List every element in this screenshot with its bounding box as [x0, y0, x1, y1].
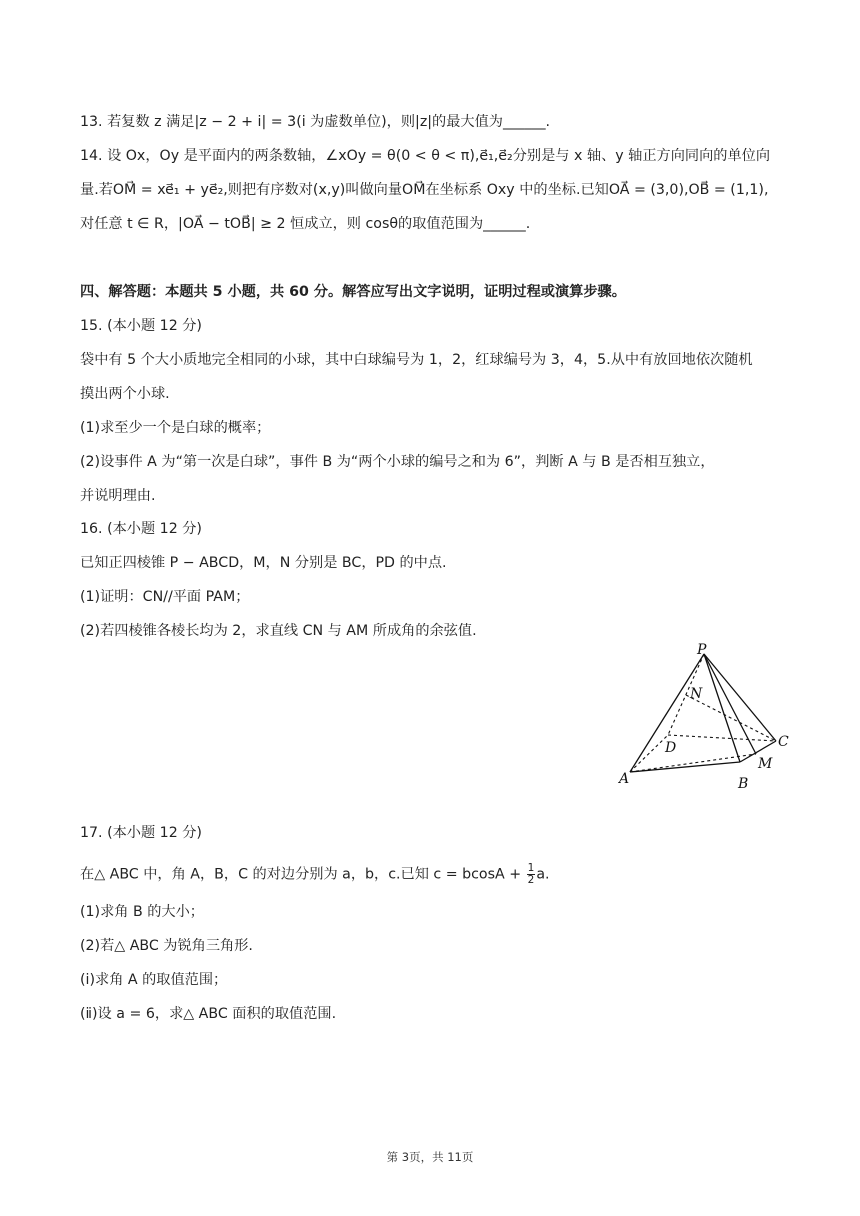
edge-AB — [630, 762, 740, 772]
label-B: B — [738, 776, 749, 792]
edge-DC — [668, 735, 776, 741]
segment-AM — [630, 754, 756, 772]
edge-PC — [704, 654, 776, 741]
question-17-part-2-ii: (ⅱ)设 a = 6，求△ ABC 面积的取值范围. — [80, 1006, 337, 1022]
question-17-heading: 17. (本小题 12 分) — [80, 825, 202, 841]
question-15-heading: 15. (本小题 12 分) — [80, 318, 202, 334]
question-17-text: 在△ ABC 中，角 A，B，C 的对边分别为 a，b，c.已知 c = bcosA + — [80, 866, 526, 883]
question-16-part-1: (1)证明：CN//平面 PAM； — [80, 589, 250, 605]
question-17-part-1: (1)求角 B 的大小； — [80, 904, 204, 920]
question-14-line-1: 14. 设 Ox，Oy 是平面内的两条数轴，∠xOy = θ(0 < θ < π),e⃗₁,e⃗₂分别是与 x 轴、y 轴正方向同向的单位向 — [80, 148, 771, 164]
question-17-line-1 — [80, 863, 550, 886]
question-16-part-2: (2)若四棱锥各棱长均为 2，求直线 CN 与 AM 所成角的余弦值. — [80, 623, 477, 639]
label-P: P — [697, 642, 707, 658]
fraction-numerator: 1 — [527, 862, 535, 874]
question-16-line-1: 已知正四棱锥 P − ABCD，M，N 分别是 BC，PD 的中点. — [80, 555, 447, 571]
section-4-heading: 四、解答题：本题共 5 小题，共 60 分。解答应写出文字说明，证明过程或演算步骤。 — [80, 284, 626, 300]
fraction-denominator: 2 — [527, 874, 535, 886]
question-15-line-1: 袋中有 5 个大小质地完全相同的小球，其中白球编号为 1，2，红球编号为 3，4，5.从中有放回地依次随机 — [80, 352, 753, 368]
question-17-part-2-i: (ⅰ)求角 A 的取值范围； — [80, 972, 228, 988]
question-14-line-2: 量.若OM⃗ = xe⃗₁ + ye⃗₂,则把有序数对(x,y)叫做向量OM⃗在坐标系 Oxy 中的坐标.已知OA⃗ = (3,0),OB⃗ = (1,1), — [80, 182, 769, 198]
question-15-part-2-cont: 并说明理由. — [80, 488, 156, 504]
label-M: M — [758, 756, 773, 772]
question-17-text-end: a. — [536, 866, 550, 883]
question-13: 13. 若复数 z 满足|z − 2 + i| = 3(i 为虚数单位)，则|z|的最大值为______. — [80, 114, 551, 130]
pyramid-figure — [610, 640, 800, 795]
question-15-line-2: 摸出两个小球. — [80, 386, 170, 402]
page-footer: 第 3页，共 11页 — [386, 1150, 474, 1164]
question-14-line-3: 对任意 t ∈ R，|OA⃗ − tOB⃗| ≥ 2 恒成立，则 cosθ的取值范围为______. — [80, 216, 531, 232]
label-A: A — [619, 771, 630, 787]
question-17-part-2: (2)若△ ABC 为锐角三角形. — [80, 938, 253, 954]
edge-PB — [704, 654, 740, 762]
label-N: N — [690, 686, 703, 702]
question-16-heading: 16. (本小题 12 分) — [80, 521, 202, 537]
question-15-part-2: (2)设事件 A 为“第一次是白球”，事件 B 为“两个小球的编号之和为 6”，判断 A 与 B 是否相互独立， — [80, 454, 715, 470]
label-C: C — [778, 734, 789, 750]
label-D: D — [665, 740, 677, 756]
question-15-part-1: (1)求至少一个是白球的概率； — [80, 420, 271, 436]
fraction — [527, 863, 536, 886]
